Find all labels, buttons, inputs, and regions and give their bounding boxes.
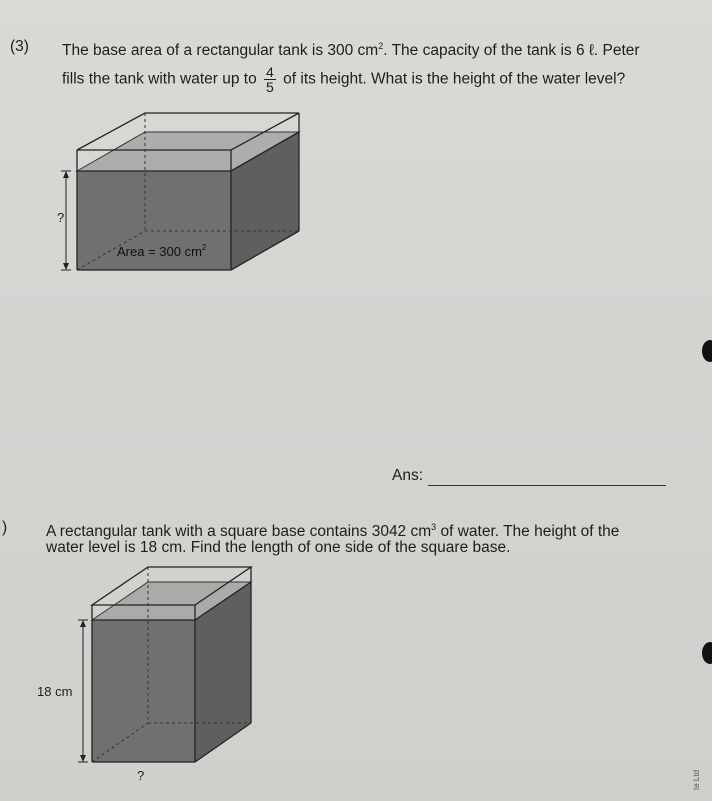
answer-line[interactable] (428, 485, 666, 486)
tank-diagram-4 (35, 560, 265, 790)
height-arrow (78, 620, 88, 762)
question-3-line-2: fills the tank with water up to $\frac{4}{5}$ of its height. What is the height of the water level? (62, 64, 626, 95)
binder-hole (702, 642, 712, 664)
question-4-line-2: water level is 18 cm. Find the length of one side of the square base. (46, 539, 511, 556)
base-unknown-label: ? (137, 768, 145, 783)
question-4-line-1: A rectangular tank with a square base contains 3042 $cm^3$ of water. The height of the (46, 522, 620, 541)
question-3-number: (3) (10, 38, 29, 55)
side-text: te Ltd (692, 769, 701, 790)
height-18cm-label: 18 cm (37, 684, 73, 699)
question-3-line-1: The base area of a rectangular tank is 300 $cm^2$. The capacity of the tank is 6 ℓ. Peter (62, 41, 640, 60)
binder-hole (702, 340, 712, 362)
answer-label: Ans: (392, 467, 424, 484)
tank-diagram-3 (55, 105, 315, 280)
height-unknown-label: ? (57, 210, 65, 225)
fraction-four-fifths: $\frac{4}{5}$ (266, 64, 274, 95)
area-label: Area = 300 $cm^2$ (117, 243, 207, 259)
question-4-number: ) (2, 519, 8, 536)
